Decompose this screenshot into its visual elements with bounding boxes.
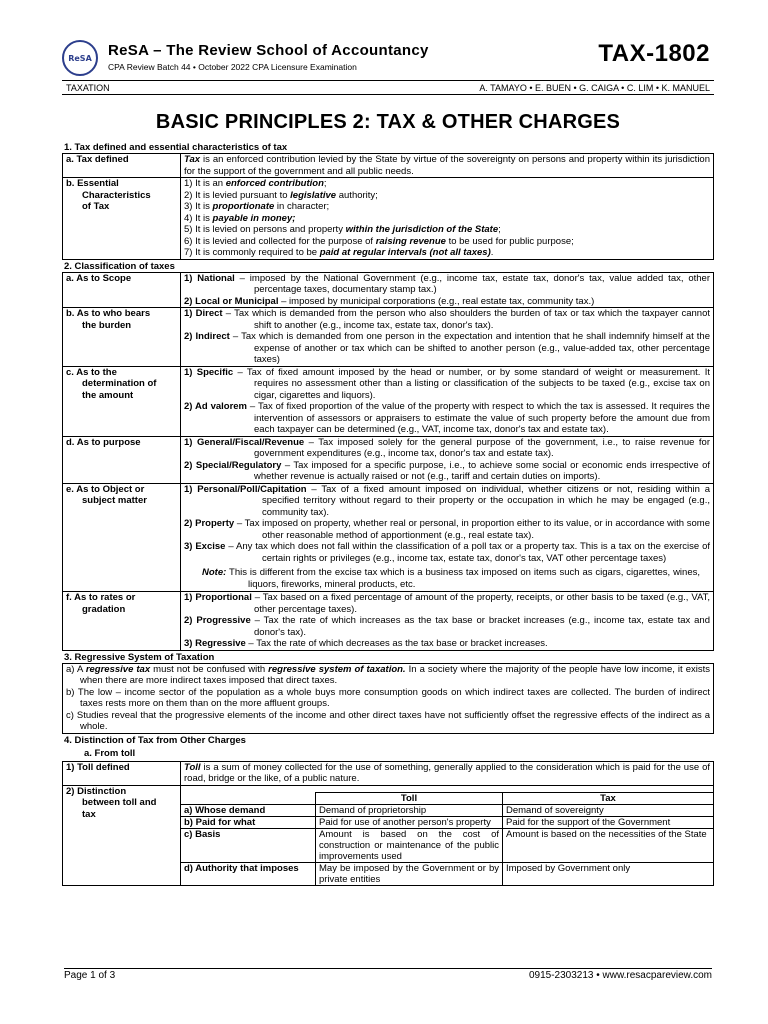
- page-number: Page 1 of 3: [64, 970, 116, 981]
- table-row: d) Authority that imposes May be imposed by the Government or by private entities Imposed by Government only: [181, 862, 714, 885]
- subject-bar: [62, 80, 714, 95]
- batch-info: CPA Review Batch 44 • October 2022 CPA Licensure Examination: [108, 62, 357, 72]
- resa-logo: ReSA: [62, 40, 98, 76]
- page-title: BASIC PRINCIPLES 2: TAX & OTHER CHARGES: [155, 111, 621, 133]
- toll-defined-label: 1) Toll defined: [63, 761, 181, 785]
- section-4-table: [62, 761, 714, 887]
- table-row: a) Whose demand Demand of proprietorship Demand of sovereignty: [181, 804, 714, 816]
- distinction-label: 2) Distinction between toll and tax: [63, 785, 181, 886]
- section-3-box: [62, 663, 714, 734]
- rates-content: 1) Proportional – Tax based on a fixed percentage of amount of the property, receipts, or other basis to be taxed (e.g., VAT, other percentage taxes). 2) Progressive – Tax the rate of which increases as the tax base or bracket increases (e.g., income tax, estate tax and donor's tax). 3) Regressive – Tax the rate of which decreases as the tax base or bracket increases.: [181, 592, 714, 651]
- object-label: e. As to Object or subject matter: [63, 483, 181, 592]
- document-code: TAX-1802: [598, 40, 710, 67]
- section-2-table: [62, 272, 714, 651]
- section-4-sub: a. From toll: [84, 747, 136, 759]
- purpose-label: d. As to purpose: [63, 436, 181, 483]
- toll-vs-tax-table: [180, 792, 714, 886]
- page: [62, 36, 714, 886]
- essential-characteristics-label: b. Essential Characteristics of Tax: [63, 178, 181, 260]
- determination-content: 1) Specific – Tax of fixed amount imposed by the head or number, or by some standard of weight or measurement. It requires no assessment other than a listing or classification of the subjects to be taxed (e.g., excise tax on cigar, cigarettes and liquors). 2) Ad valorem – Tax of fixed proportion of the value of the property with respect to which the tax is assessed. It requires the intervention of assessors or appraisers to estimate the value of such property before the amount due from each taxpayer can be determined (e.g., VAT, income tax, donor's tax and estate tax).: [181, 366, 714, 436]
- section-3-content: a) A regressive tax must not be confused with regressive system of taxation. In a society where the majority of the people have low income, it exists when there are more indirect taxes imposed that direct taxes. b) The low – income sector of the population as a whole buys more consumption goods on which indirect taxes are collected. The burden of indirect taxes rests more on them than on the more affluent groups. c) Studies reveal that the progressive elements of the income and other direct taxes have not sufficiently offset the regressive effects of the indirect as a whole.: [63, 663, 714, 733]
- tax-defined-text: Tax is an enforced contribution levied by the State by virtue of the sovereignty on persons and property within its jurisdiction for the support of the government and all public needs.: [181, 154, 714, 178]
- table-row: c) Basis Amount is based on the cost of construction or maintenance of the public improvements used Amount is based on the necessities of the State: [181, 828, 714, 862]
- section-4-heading: 4. Distinction of Tax from Other Charges: [64, 734, 246, 746]
- rates-label: f. As to rates or gradation: [63, 592, 181, 651]
- distinction-cell: [181, 785, 714, 886]
- table-row: b) Paid for what Paid for use of another person's property Paid for the support of the Government: [181, 816, 714, 828]
- purpose-content: 1) General/Fiscal/Revenue – Tax imposed solely for the general purpose of the government, i.e., to raise revenue for government expenditures (e.g., income tax, donor's tax and estate tax). 2) Special/Regulatory – Tax imposed for a specific purpose, i.e., to achieve some social or economic ends irrespective of whether revenue is actually raised or not (e.g., tariff and certain duties on imports).: [181, 436, 714, 483]
- section-2-heading: 2. Classification of taxes: [64, 260, 175, 272]
- footer: [64, 968, 712, 981]
- contact-info: 0915-2303213 • www.resacpareview.com: [528, 970, 712, 981]
- essential-characteristics-list: 1) It is an enforced contribution; 2) It is levied pursuant to legislative authority; 3) It is proportionate in character; 4) It is payable in money; 5) It is levied on persons and property within the jurisdiction of the State; 6) It is levied and collected for the purpose of raising revenue to be used for public purpose; 7) It is commonly required to be paid at regular intervals (not all taxes).: [181, 178, 714, 260]
- header: [62, 36, 714, 78]
- section-1-heading: 1. Tax defined and essential characteristics of tax: [64, 142, 288, 153]
- determination-label: c. As to the determination of the amount: [63, 366, 181, 436]
- burden-content: 1) Direct – Tax which is demanded from the person who also shoulders the burden of tax or tax which the taxpayer cannot shift to another (e.g., income tax, estate tax, donor's tax). 2) Indirect – Tax which is demanded from one person in the expectation and intention that he shall indemnify himself at the expense of another or tax which can be shifted to another person (e.g., value-added tax, other percentage taxes): [181, 308, 714, 367]
- section-3-heading: 3. Regressive System of Taxation: [64, 651, 215, 663]
- burden-label: b. As to who bears the burden: [63, 308, 181, 367]
- tax-defined-label: a. Tax defined: [63, 154, 181, 178]
- section-1-table: [62, 153, 714, 260]
- scope-content: 1) National – imposed by the National Government (e.g., income tax, estate tax, donor's tax, value added tax, other percentage taxes, documentary stamp tax.) 2) Local or Municipal – imposed by municipal corporations (e.g., real estate tax, community tax.): [181, 272, 714, 308]
- excise-note: Note: This is different from the excise tax which is a business tax imposed on items such as cigars, cigarettes, wines, liquors, fireworks, mineral products, etc.: [202, 567, 700, 590]
- school-name: ReSA – The Review School of Accountancy: [108, 42, 429, 59]
- col-tax: Tax: [503, 792, 714, 804]
- subject: TAXATION: [66, 82, 110, 93]
- col-toll: Toll: [316, 792, 503, 804]
- authors: A. TAMAYO • E. BUEN • G. CAIGA • C. LIM • K. MANUEL: [479, 82, 710, 93]
- object-content: 1) Personal/Poll/Capitation – Tax of a fixed amount imposed on individual, whether citizens or not, residing within a specified territory without regard to their property or the occupation in which he may be engaged (e.g., community tax). 2) Property – Tax imposed on property, whether real or personal, in proportion either to its value, or in accordance with some other reasonable method of apportionment (e.g., real estate tax). 3) Excise – Any tax which does not fall within the classification of a poll tax or a property tax. This is a tax on the exercise of certain rights or privileges (e.g., income tax, estate tax, donor's tax, VAT other percentage taxes) Note: This is different from the excise tax which is a business tax imposed on items such as cigars, cigarettes, wines, liquors, fireworks, mineral products, etc.: [181, 483, 714, 592]
- toll-defined-text: Toll is a sum of money collected for the use of something, generally applied to the consideration which is paid for the use of road, bridge or the like, of a public nature.: [181, 761, 714, 785]
- scope-label: a. As to Scope: [63, 272, 181, 308]
